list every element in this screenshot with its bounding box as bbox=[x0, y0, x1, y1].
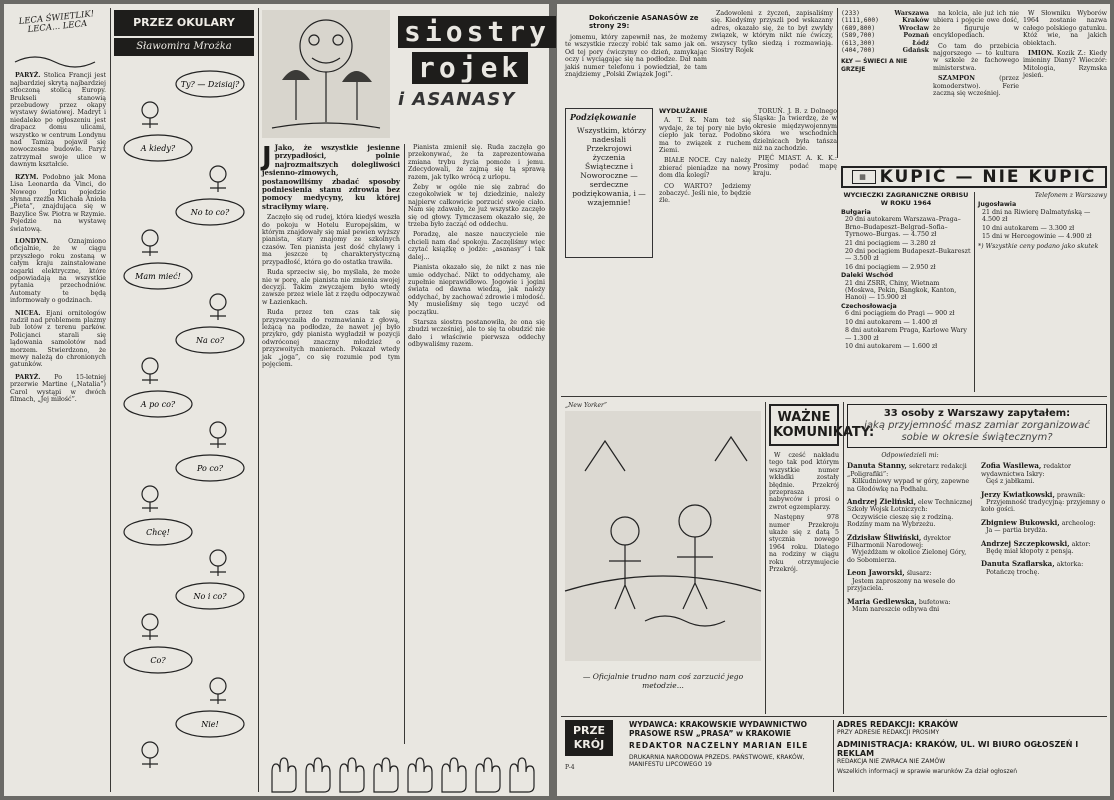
kupic-sections bbox=[841, 209, 971, 350]
respondent-answer: Potańczę trochę. bbox=[986, 568, 1040, 576]
logo: PRZE KRÓJ bbox=[565, 720, 613, 756]
figure-body bbox=[142, 630, 158, 640]
kupic-item: 20 dni pociągiem Budapeszt–Bukareszt — 3.500 zł bbox=[845, 248, 971, 263]
respondent-answer: Kilkudniowy wypad w góry, zapewne na Głodówkę na Podhalu. bbox=[847, 478, 970, 493]
survey-question: jaką przyjemność masz zamiar zorganizować sobie w okresie świątecznym? bbox=[864, 420, 1090, 443]
figure-head bbox=[142, 742, 158, 758]
printer: DRUKARNIA NARODOWA PRZEDS. PAŃSTWOWE, KRAKÓW, MANIFESTU LIPCOWEGO 19 bbox=[629, 754, 805, 768]
balloon-text: Nie! bbox=[201, 720, 219, 729]
survey-answer bbox=[981, 540, 1107, 556]
respondent-name: Danuta Stanny, bbox=[847, 461, 907, 471]
feature-title-line: rojek bbox=[412, 52, 528, 84]
balloon-text: Na co? bbox=[196, 336, 224, 345]
survey-block: 33 osoby z Warszawy zapytałem: jaką przyjemność masz zamiar zorganizować sobie w okresie świątecznym? Odpowiedzieli mi: Danuta Stanny, sekretarz redakcji „Poligrafiki”: Kilkudniowy wypad w góry, zapewne na Głodówkę na Podhalu. Andrzej Zieliński, elew Technicznej Szkoły Wojsk Łotniczych: Oczywiście cieszę się z rodziną. Rodziny mam na Wybrzeżu. Zdzisław Śliwiński, dyrektor Filharmonii Narodowej: Wyjeżdżam w okolice Zielonej Góry, do Sobomierza. Leon Jaworski, ślusarz: Jestem zaproszony na wesele do przyjaciela. Maria Gedlewska, bufetowa: Mam nareszcie odbywa dni Zofia Wasilewa, redaktor wydawnictwa Iskry: Gęś z jabłkami. Jerzy Kwiatkowski, prawnik: Przyjemność tradycyjną: przyjemny o koło gości. Zbigniew Bukowski, archeolog: Ja — partia brydża. Andrzej Szczepkowski, aktor: Będę miał kłopoty z pensją. Danuta Szaflarska, aktorka: Potańczę trochę. bbox=[847, 404, 1107, 712]
feature-paragraph: Zaczęło się od rudej, która kiedyś weszła do pokoju w Hotelu Europejskim, w którym znajdowały się miał pewien wyższy pianista, stary znajomy ze szkolnych czasów. Ten pianista jest dość chylawy i ma jeszcze tę charakterystyczną przypadłość, która go do ostatka trawiła. bbox=[262, 214, 400, 266]
news-city: LONDYN. bbox=[15, 237, 49, 245]
address-2b: REDAKCJA NIE ZWRACA NIE ZAMÓW bbox=[837, 758, 946, 765]
answers-list-2 bbox=[753, 108, 837, 178]
continuation-text: jomemu, który zapewnił nas, że możemy te wszystkie rzeczy robić tak samo jak on. Od tej pory ćwiczymy co dzień, zamykając oczy i wyciągając się na podłodze. Dał nam jakiś numer telefonu i powiedział, że tam znajdziemy „Polski Związek Jogi”. bbox=[565, 34, 707, 79]
figure-head bbox=[210, 294, 226, 310]
news-text: Po 15-letniej przerwie Martine („Natalia”) Carol wystąpi w dwóch filmach, „Jej miłość”. bbox=[10, 373, 106, 404]
kupic-item: 21 dni na Riwierę Dalmatyńską — 4.500 zł bbox=[982, 208, 1091, 224]
thanks-box bbox=[565, 108, 653, 258]
figure-head bbox=[210, 422, 226, 438]
city-row bbox=[841, 10, 929, 17]
respondent-name: Zbigniew Bukowski, bbox=[981, 517, 1060, 527]
balloon-text: Co? bbox=[150, 656, 166, 665]
news-item bbox=[10, 72, 106, 168]
survey-answer bbox=[847, 498, 973, 529]
news-item bbox=[10, 174, 106, 233]
figure-body bbox=[142, 502, 158, 512]
kupic-header: ▦ KUPIĆ — NIE KUPIĆ bbox=[841, 166, 1107, 188]
survey-answer bbox=[847, 534, 973, 565]
strip-panel bbox=[142, 711, 244, 768]
kupic-subtitle: WYCIECZKI ZAGRANICZNE ORBISU W ROKU 1964 bbox=[843, 191, 969, 207]
continuation-text-2: Zadowoleni z życzeń, zapisaliśmy się. Kiedyśmy przyszli pod wskazany adres, okazało się, że to był zwykły związek, w którym nikt nie ćwiczy, wszyscy tylko siedzą i rozmawiają. Siostry Rojek bbox=[711, 10, 833, 55]
feature-lead: Jako, że wszystkie jesienne przypadłości, polnie najrozmaitszych dolegliwości jesienno-zimowych, postanowiliśmy zbadać sposoby podniesienia stanu zdrowia bez pomocy medycyny, ku której straciłymy wiarę. bbox=[262, 143, 400, 211]
news-column bbox=[10, 10, 106, 792]
feature-paragraph: Ruda sprzeciw się, bo myślała, że może nie w porę, ale pianista nie zmienia swojej decyzji. Takim zwyczajem było wtedy zawsze przez wiele lat z rzędu odpoczywać w Łazienkach. bbox=[262, 269, 400, 306]
strip-panel bbox=[142, 327, 244, 384]
kupic-col-1 bbox=[841, 192, 971, 392]
city-pop: (689,800) bbox=[841, 24, 876, 32]
balloon-text: No to co? bbox=[190, 208, 230, 217]
right-page bbox=[557, 4, 1110, 796]
kupic-item: 20 dni autokarem Warszawa–Praga–Brno–Budapeszt–Belgrad–Sofia–Tyrnowo–Burgas. — 4.750 zł bbox=[845, 216, 961, 239]
feature-col-1 bbox=[262, 144, 400, 744]
strip-panel bbox=[142, 455, 244, 512]
news-city: NICEA. bbox=[15, 309, 41, 317]
hand-drawing bbox=[374, 758, 398, 792]
hand-drawing bbox=[442, 758, 466, 792]
survey-answers-left bbox=[847, 462, 973, 618]
city-row bbox=[841, 25, 929, 32]
city-name: Kraków bbox=[902, 17, 929, 25]
figure-body bbox=[210, 566, 226, 576]
address-1b: PRZY ADRESIE REDAKCJI PROSIMY bbox=[837, 729, 940, 736]
figure-head bbox=[210, 166, 226, 182]
answer-item: TORUŃ. J. B. z Dolnego Śląska: Ja twierdzę, że w okresie międzywojennym skóra we wschodnich dzielnicach była tańsza niż na zachodzie. bbox=[753, 108, 837, 153]
komunikaty-text: W cześć nakładu tego tak pod którym wszystkie numer wkładki zostały błędnie. Przekrój przeprasza nabywców i prosi o zwrot egzemplarzy. bbox=[769, 452, 839, 511]
figure-body bbox=[210, 182, 226, 192]
respondent-role: ślusarz: bbox=[906, 570, 932, 578]
strip-panel bbox=[142, 583, 244, 640]
kupic-item: 10 dni autokarem — 3.300 zł bbox=[982, 224, 1075, 232]
footer-publisher bbox=[629, 720, 829, 792]
balloon-text: A po co? bbox=[140, 400, 176, 409]
figure-body bbox=[142, 374, 158, 384]
figure-head bbox=[210, 550, 226, 566]
cities-list bbox=[841, 10, 929, 54]
respondent-role: archeolog: bbox=[1061, 519, 1096, 527]
balloon-text: Mam mieć! bbox=[135, 272, 181, 281]
feature-paragraph: Starsza siostra postanowiła, że ona się zbudzi wcześniej, ale to się ta obudzić nie dało i właściwie pierwsza oddechy odbywaliśmy razem. bbox=[408, 318, 545, 349]
drop-cap: J bbox=[262, 142, 272, 172]
figure-body bbox=[142, 246, 158, 256]
city-pop: (404,700) bbox=[841, 47, 876, 55]
column-author: Sławomira Mrożka bbox=[114, 38, 254, 56]
hand-drawing bbox=[306, 758, 330, 792]
kupic-col-2 bbox=[978, 192, 1107, 392]
comic-strip bbox=[114, 60, 254, 790]
kupic-item: 8 dni autokarem Praga, Karlowe Wary — 1.300 zł bbox=[845, 327, 967, 342]
kupic-item: 6 dni pociągiem do Pragi — 900 zł bbox=[845, 310, 955, 318]
thanks-text: Wszystkim, którzy nadesłali Przekrojowi życzenia Świąteczne i Noworoczne — serdeczne podziękowania, i — wzajemnie! bbox=[572, 126, 647, 207]
figure-head bbox=[142, 614, 158, 630]
cartoon-caption: — Oficjalnie trudno nam coś zarzucić jego metodzie... bbox=[582, 671, 744, 690]
misc-col-3: W Słowniku Wyborów 1964 zostanie nazwa całego polskiego gatunku. Któż wie, na jakich obiektach. IMION. Kozik Z.: Kiedy imieniny Diany? Wieczór: Mitologia, Rzymska jesień. bbox=[1023, 10, 1107, 80]
balloon-text: No i co? bbox=[193, 592, 227, 601]
respondent-answer: Gęś z jabłkami. bbox=[986, 478, 1035, 486]
kupic-footnote: *) Wszystkie ceny podano jako skutek bbox=[978, 243, 1099, 251]
komunikaty-text-2: Następny 978 numer Przekroju ukaże się z datą 5 stycznia nowego 1964 roku. Dlatego na rodziny w ciągu roku otrzymujecie Przekrój. bbox=[769, 514, 839, 574]
strip-panel bbox=[142, 71, 244, 128]
answers-list bbox=[659, 117, 751, 204]
feature-body-cont bbox=[408, 144, 545, 349]
answer-item: CO WARTO? Jedziemy zobaczyć. Jeśli nie, to będzie źle. bbox=[659, 182, 751, 205]
footer-addresses bbox=[837, 720, 1107, 792]
city-name: Gdańsk bbox=[902, 47, 929, 55]
feature-col-2 bbox=[408, 144, 545, 744]
corner-title: LECA ŚWIETLIK! LECA... LECA bbox=[18, 9, 95, 36]
cartoon-drawing bbox=[565, 411, 761, 661]
strip-panel bbox=[124, 519, 226, 576]
kupic-item: 10 dni autokarem — 1.400 zł bbox=[845, 318, 938, 326]
figure-body bbox=[142, 118, 158, 128]
news-text: Stolica Francji jest najbardziej skrytą najbardziej stłoczoną stolicą Europy. Brukseli stanowią przebudowy przez okapy wystawy światowej. Madryt i niedaleko po ogłoszeniu jest drapacz domu ulicami, wszystko w centrum Londynu nad Tamizą pojawił się nowoczesne budowle. Paryż zatrzymał swoje ulice w dawnym kształcie. bbox=[10, 72, 106, 169]
left-page bbox=[4, 4, 549, 796]
strip-panel bbox=[124, 391, 226, 448]
respondent-name: Andrzej Zieliński, bbox=[847, 497, 917, 507]
respondent-role: aktor: bbox=[1071, 540, 1091, 548]
news-list bbox=[10, 72, 106, 403]
city-row bbox=[841, 40, 929, 47]
respondent-name: Leon Jaworski, bbox=[847, 568, 905, 578]
mushroom-illustration bbox=[262, 10, 390, 138]
respondent-role: sekretarz redakcji „Poligrafiki”: bbox=[847, 463, 967, 478]
survey-answer bbox=[847, 462, 973, 493]
feature-paragraph: Poradzę, ale nasze nauczyciele nie chcieli nam dać spokoju. Zaczęliśmy więc czytać książkę o jodze: „asanasy” i tak dalej... bbox=[408, 231, 545, 261]
footer-page-no: P-4 bbox=[565, 764, 575, 771]
balloon-text: Po co? bbox=[196, 464, 224, 473]
address-3: Wszelkich informacji w sprawie warunków Za dział ogłoszeń bbox=[837, 768, 1018, 775]
hand-drawing bbox=[272, 758, 296, 792]
feature-paragraph: Ruda przez ten czas tak się przyzwyczaiła do rozmawiania z głową, leżącą na podłodze, że nawet jej było przykro, gdy pianista wygładził w pozycji odwróconej znaczny młodzież o przyzwoitych manierach. Pokazał wtedy jak „joga”, co się rozumie pod tym pojęciem. bbox=[262, 309, 400, 368]
figure-body bbox=[142, 758, 158, 768]
respondent-role: prawnik: bbox=[1056, 491, 1086, 499]
city-pop: (1111,600) bbox=[841, 17, 879, 25]
editor: REDAKTOR NACZELNY MARIAN EILE bbox=[629, 741, 809, 750]
komunikaty-block bbox=[769, 404, 875, 712]
respondent-answer: Jestem zaproszony na wesele do przyjaciela. bbox=[847, 577, 956, 593]
feature-paragraph: Żeby w ogóle nie się zabrać do czegokolwiek w tej dziedzinie, należy najpierw całkowicie porzucić swoje ciało. Nam się zdawało, że już wszystko zaczęło się od głowy. Tymczasem okazało się, że trzeba było zacząć od oddechu. bbox=[408, 184, 545, 229]
respondent-role: elew Technicznej Szkoły Wojsk Łotniczych: bbox=[847, 499, 973, 514]
news-city: PARYŻ. bbox=[15, 373, 41, 381]
city-pop: (613,300) bbox=[841, 39, 876, 47]
figure-head bbox=[210, 678, 226, 694]
address-2: ADMINISTRACJA: KRAKÓW, UL. WI BIURO OGŁOSZEŃ I REKLAM bbox=[837, 740, 1079, 758]
city-name: Wrocław bbox=[898, 24, 929, 32]
respondent-name: Jerzy Kwiatkowski, bbox=[981, 489, 1055, 499]
news-item bbox=[10, 238, 106, 305]
survey-answer bbox=[981, 519, 1107, 535]
city-row bbox=[841, 17, 929, 24]
continuation-title: Dokończenie ASANASÓW ze strony 29: bbox=[589, 14, 699, 30]
respondent-answer: Wyjeżdżam w okolice Zielonej Góry, do Sobomierza. bbox=[847, 549, 967, 564]
figure-body bbox=[210, 438, 226, 448]
balloon-text: Chcę! bbox=[146, 528, 170, 537]
misc-col-2: na kolcia, ale już ich nie ubiera i pojęcie owe dość, że figuruje w encyklopediach. Co tam do przebicia najgorszego — to kultura w szkole że fachowego ministerstwa. SZAMPON (przez komoderstwo). Ferie zaczną się wcześniej. bbox=[933, 10, 1019, 98]
hand-drawing bbox=[340, 758, 364, 792]
kupic-section-title: Daleki Wschód bbox=[841, 272, 894, 280]
balloon-text: Ty? — Dzisiaj? bbox=[180, 80, 240, 89]
kupic-phone-label: Telefonem z Warszawy bbox=[1034, 192, 1107, 199]
hands-illustration bbox=[262, 748, 545, 794]
cartoon-block bbox=[565, 402, 761, 712]
kupic-item: 16 dni pociągiem — 2.950 zł bbox=[845, 263, 936, 271]
continuation-block bbox=[565, 10, 707, 102]
respondent-answer: Mam nareszcie odbywa dni bbox=[852, 605, 940, 613]
strip-panel bbox=[124, 647, 226, 704]
city-name: Warszawa bbox=[894, 10, 929, 17]
feature-body bbox=[262, 214, 400, 368]
kupic-item: 21 dni pociągiem — 3.280 zł bbox=[845, 239, 936, 247]
answer-item: A. T. K. Nam też się wydaje, że tej pory nie było ciepło jak teraz. Podobno ma to związek z ruchem Ziemi. bbox=[659, 117, 751, 155]
respondent-answer: Oczywiście cieszę się z rodziną. Rodziny mam na Wybrzeżu. bbox=[847, 513, 954, 529]
survey-answer bbox=[981, 462, 1107, 485]
news-text: Oznajmiono oficjalnie, że w ciągu przyszłego roku zostaną w całym kraju zainstalowane zegarki elektryczne, które odpowiadają na wszystkie pytania przechodniów. Automaty te będą informowały o godzinach. bbox=[10, 237, 106, 305]
respondent-name: Zofia Wasilewa, bbox=[981, 461, 1042, 471]
respondent-role: redaktor wydawnictwa Iskry: bbox=[981, 463, 1072, 478]
news-city: PARYŻ. bbox=[15, 72, 41, 80]
kupic-item: 21 dni ZSRR, Chiny, Wietnam (Moskwa, Pekin, Bangkok, Kanton, Hanoi) — 15.900 zł bbox=[845, 279, 957, 302]
cartoon-source: „New Yorker” bbox=[565, 402, 607, 409]
city-row bbox=[841, 32, 929, 39]
feature-header bbox=[262, 10, 551, 138]
respondent-answer: Będę miał kłopoty z pensją. bbox=[986, 548, 1074, 556]
survey-answer bbox=[981, 491, 1107, 514]
feature-title bbox=[398, 14, 551, 86]
feature-paragraph: Pianista zmienił się. Ruda zaczęła go przekonywać, że ta zaprezentowana zmiana trybu życia pomoże i jemu. Zdecydowali, że zajmą się tą sprawą razem, jak tylko wrócą z urlopu. bbox=[408, 144, 545, 181]
survey-answer bbox=[847, 569, 973, 592]
respondent-role: bufetowa: bbox=[918, 598, 951, 606]
city-name: Łódź bbox=[912, 39, 929, 47]
respondent-answer: Ja — partia brydża. bbox=[986, 527, 1048, 535]
survey-title: 33 osoby z Warszawy zapytałem: bbox=[883, 408, 1071, 419]
continuation-block-2 bbox=[711, 10, 833, 102]
respondent-name: Maria Gedlewska, bbox=[847, 596, 917, 606]
answers-heading: WYDŁUŻANIE bbox=[659, 107, 708, 115]
kupic-section-title: Bułgaria bbox=[841, 209, 871, 216]
news-text: Podobno jak Mona Lisa Leonarda da Vinci, do Nowego Jorku pojedzie słynna rzeźba Michała Anioła „Pieta”, znajdująca się w Bazylice Św. Piotra w Rzymie. Pojedzie na wystawę światową. bbox=[10, 173, 106, 233]
respondent-name: Andrzej Szczepkowski, bbox=[981, 538, 1070, 548]
news-city: RZYM. bbox=[15, 173, 39, 181]
respondent-answer: Przyjemność tradycyjną: przyjemny o koło gości. bbox=[981, 499, 1106, 514]
answer-item: BIAŁE NOCE. Czy należy zbierać pieniądze na nowy dom dla kolegi? bbox=[659, 157, 751, 180]
news-text: Ejani ornitologów radził nad problemem plazmy lub lotów z terenu parków. Policjanci starali się lądowania samolotów nad morzem. Stwierdzono, że mewy należą do chronionych gatunków. bbox=[10, 309, 106, 369]
kupic-sections-2 bbox=[978, 201, 1107, 250]
strip-panel bbox=[124, 135, 226, 192]
city-pop: (233) bbox=[841, 10, 860, 17]
feature-subtitle: i ASANASY bbox=[398, 89, 516, 110]
feature-title-line: siostry bbox=[398, 16, 556, 48]
publisher: WYDAWCA: KRAKOWSKIE WYDAWNICTWO PRASOWE RSW „PRASA” w KRAKOWIE bbox=[629, 720, 807, 738]
respondent-role: dyrektor Filharmonii Narodowej: bbox=[847, 534, 951, 550]
hand-drawing bbox=[510, 758, 534, 792]
figure-head bbox=[142, 102, 158, 118]
figure-body bbox=[210, 694, 226, 704]
kupic-item: 10 dni autokarem — 1.600 zł bbox=[845, 342, 938, 350]
cities-block: (233) Warszawa (1111,600) Kraków (689,800) Wrocław (589,700) Poznań (613,300) Łódź (404,700) Gdańsk KŁY — ŚWIECI A NIE GRZEJE bbox=[841, 10, 929, 73]
survey-answer bbox=[847, 598, 973, 614]
column-header: PRZEZ OKULARY bbox=[114, 10, 254, 36]
hand-drawing bbox=[476, 758, 500, 792]
footer-logo bbox=[565, 720, 625, 790]
kupic-title: KUPIĆ — NIE KUPIĆ bbox=[879, 167, 1097, 187]
city-name: Poznań bbox=[903, 32, 929, 40]
answer-item: PIĘĆ MIAST. A. K. K.: Prosimy podać mapę kraju. bbox=[753, 155, 837, 178]
figure-head bbox=[142, 486, 158, 502]
survey-answers-right bbox=[981, 462, 1107, 618]
thanks-title: Podziękowanie bbox=[570, 112, 637, 122]
respondent-role: aktorka: bbox=[1056, 561, 1084, 569]
kupic-section-title: Jugosławia bbox=[978, 201, 1017, 209]
figure-head bbox=[142, 358, 158, 374]
feature-paragraph: Pianista okazało się, że nikt z nas nie umie oddychać. Nikt to oddychamy, ale zupełnie nieprawidłowo. Jogowie i jogini świata od dawna wiedzą, jak należy oddychać, by zachować zdrowie i młodość. My musieliśmy się tego uczyć od początku. bbox=[408, 264, 545, 316]
strip-panel bbox=[124, 263, 226, 320]
respondent-name: Zdzisław Śliwiński, bbox=[847, 532, 922, 542]
mrozek-strip bbox=[114, 10, 254, 792]
balloon-text: A kiedy? bbox=[140, 144, 176, 153]
respondent-name: Danuta Szaflarska, bbox=[981, 559, 1055, 569]
address-1: ADRES REDAKCJI: KRAKÓW bbox=[837, 720, 959, 729]
city-row bbox=[841, 47, 929, 54]
kupic-item: 15 dni w Hercegowinie — 4.900 zł bbox=[982, 233, 1092, 241]
strip-panel bbox=[142, 199, 244, 256]
figure-head bbox=[142, 230, 158, 246]
hand-drawing bbox=[408, 758, 432, 792]
komunikaty-title: WAŻNE KOMUNIKATY: bbox=[769, 404, 839, 446]
figure-body bbox=[210, 310, 226, 320]
news-item bbox=[10, 374, 106, 404]
city-pop: (589,700) bbox=[841, 32, 876, 40]
kupic-section-title: Czechosłowacja bbox=[841, 302, 897, 310]
news-item bbox=[10, 310, 106, 369]
survey-answer bbox=[981, 560, 1107, 576]
